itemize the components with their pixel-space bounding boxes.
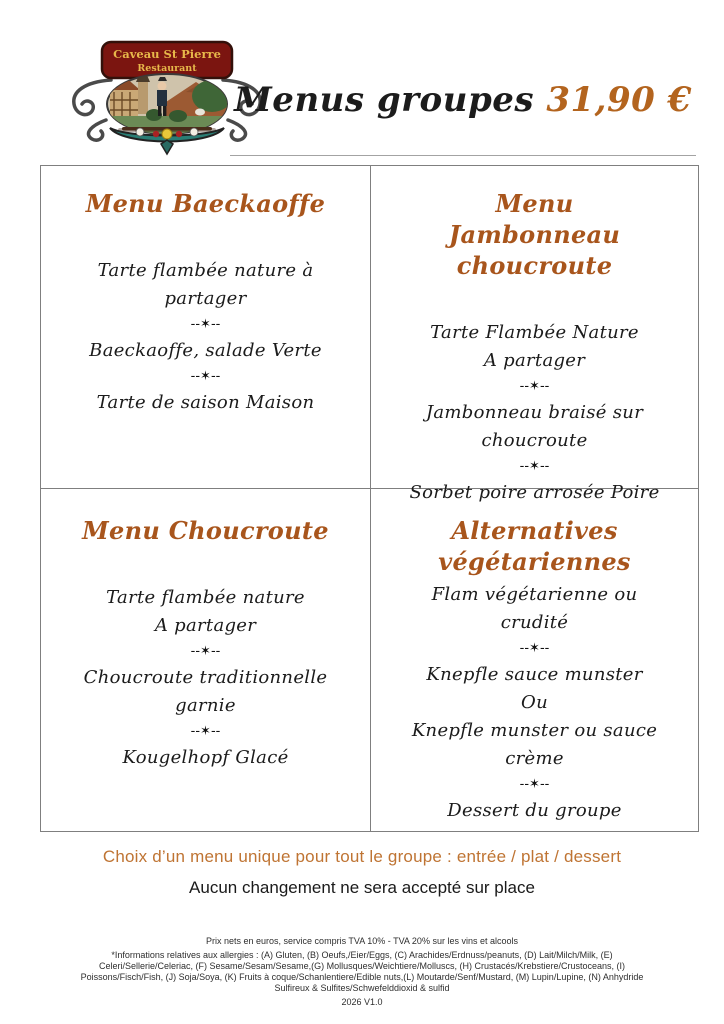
allergies-legal-line: *Informations relatives aux allergies : (A) Gluten, (B) Oeufs,/Eier/Eggs, (C) Arachides/Erdnuss/peanuts, (D) Lait/Milch/Milk, (E) Celeri/Sellerie/Celeriac, (F) Sesame/Sesam/Sesame,(G) Mollusques/Weichtiere/Molluscs, (H) Crustacés/Krebstiere/Crustoceans, (I) Poissons/Fisch/Fish, (J) Soja/Soya, (K) Fruits à coque/Schanlentiere/Edible nuts,(L) Moutarde/Senf/Mustard, (M) Lupin/Lupine, (N) Anhydride Sulfireux & Sulfites/Schwefelddioxid & sulfid	[80, 950, 644, 993]
page-title-text: Menus groupes	[234, 80, 534, 120]
dish-choice-or: Ou	[521, 692, 548, 713]
menu-card-baeckaoffe	[41, 166, 371, 489]
dish-item: Choucroute traditionnelle garnie	[83, 667, 328, 716]
dish-item: Kougelhopf Glacé	[122, 747, 289, 768]
dish-item: Dessert du groupe	[447, 800, 622, 821]
dish-item: Knepfle munster ou sauce crème	[411, 720, 658, 769]
banner-restaurant-subtitle: Restaurant	[137, 63, 197, 74]
menu-card-title: Alternatives végétariennes	[438, 516, 631, 576]
version-line: 2026 V1.0	[341, 997, 383, 1007]
dish-item: Tarte de saison Maison	[96, 392, 315, 413]
course-separator: --✶--	[519, 459, 550, 474]
dish-item: Tarte Flambée Nature	[430, 322, 639, 343]
course-separator: --✶--	[519, 777, 550, 792]
dish-item: Jambonneau braisé sur choucroute	[425, 402, 644, 451]
banner-restaurant-name: Caveau St Pierre	[113, 47, 221, 61]
banner	[102, 42, 232, 78]
dish-item: Flam végétarienne ou crudité	[431, 584, 638, 633]
menu-card-title: Menu Choucroute	[82, 516, 329, 545]
title-divider-line	[230, 155, 696, 156]
dish-item: A partager	[483, 350, 586, 371]
menu-card-title: Menu Baeckaoffe	[85, 189, 326, 218]
menu-grid	[40, 165, 699, 832]
legal-smallprint	[76, 936, 648, 1011]
dish-item: Sorbet poire arrosée Poire	[409, 482, 660, 503]
menu-price: 31,90 €	[546, 80, 692, 120]
dish-item: Tarte flambée nature	[106, 587, 305, 608]
no-change-note: Aucun changement ne sera accepté sur place	[189, 878, 535, 897]
dish-item: A partager	[154, 615, 257, 636]
pricing-legal-line: Prix nets en euros, service compris TVA 10% - TVA 20% sur les vins et alcools	[206, 936, 518, 946]
course-separator: --✶--	[190, 317, 221, 332]
course-separator: --✶--	[190, 644, 221, 659]
dish-item: Tarte flambée nature à partager	[97, 260, 314, 309]
group-choice-note: Choix d’un menu unique pour tout le groupe : entrée / plat / dessert	[102, 847, 622, 866]
menu-card-choucroute	[41, 489, 371, 831]
dish-item: Knepfle sauce munster	[426, 664, 643, 685]
dish-item: Baeckaoffe, salade Verte	[89, 340, 322, 361]
menu-card-jambonneau	[371, 166, 698, 503]
course-separator: --✶--	[190, 724, 221, 739]
course-separator: --✶--	[519, 379, 550, 394]
menu-card-vegetarian	[371, 489, 698, 831]
menu-card-title: Menu Jambonneau choucroute	[448, 189, 621, 280]
flower-basin	[110, 128, 224, 154]
page-title	[228, 80, 698, 120]
course-separator: --✶--	[190, 369, 221, 384]
course-separator: --✶--	[519, 641, 550, 656]
